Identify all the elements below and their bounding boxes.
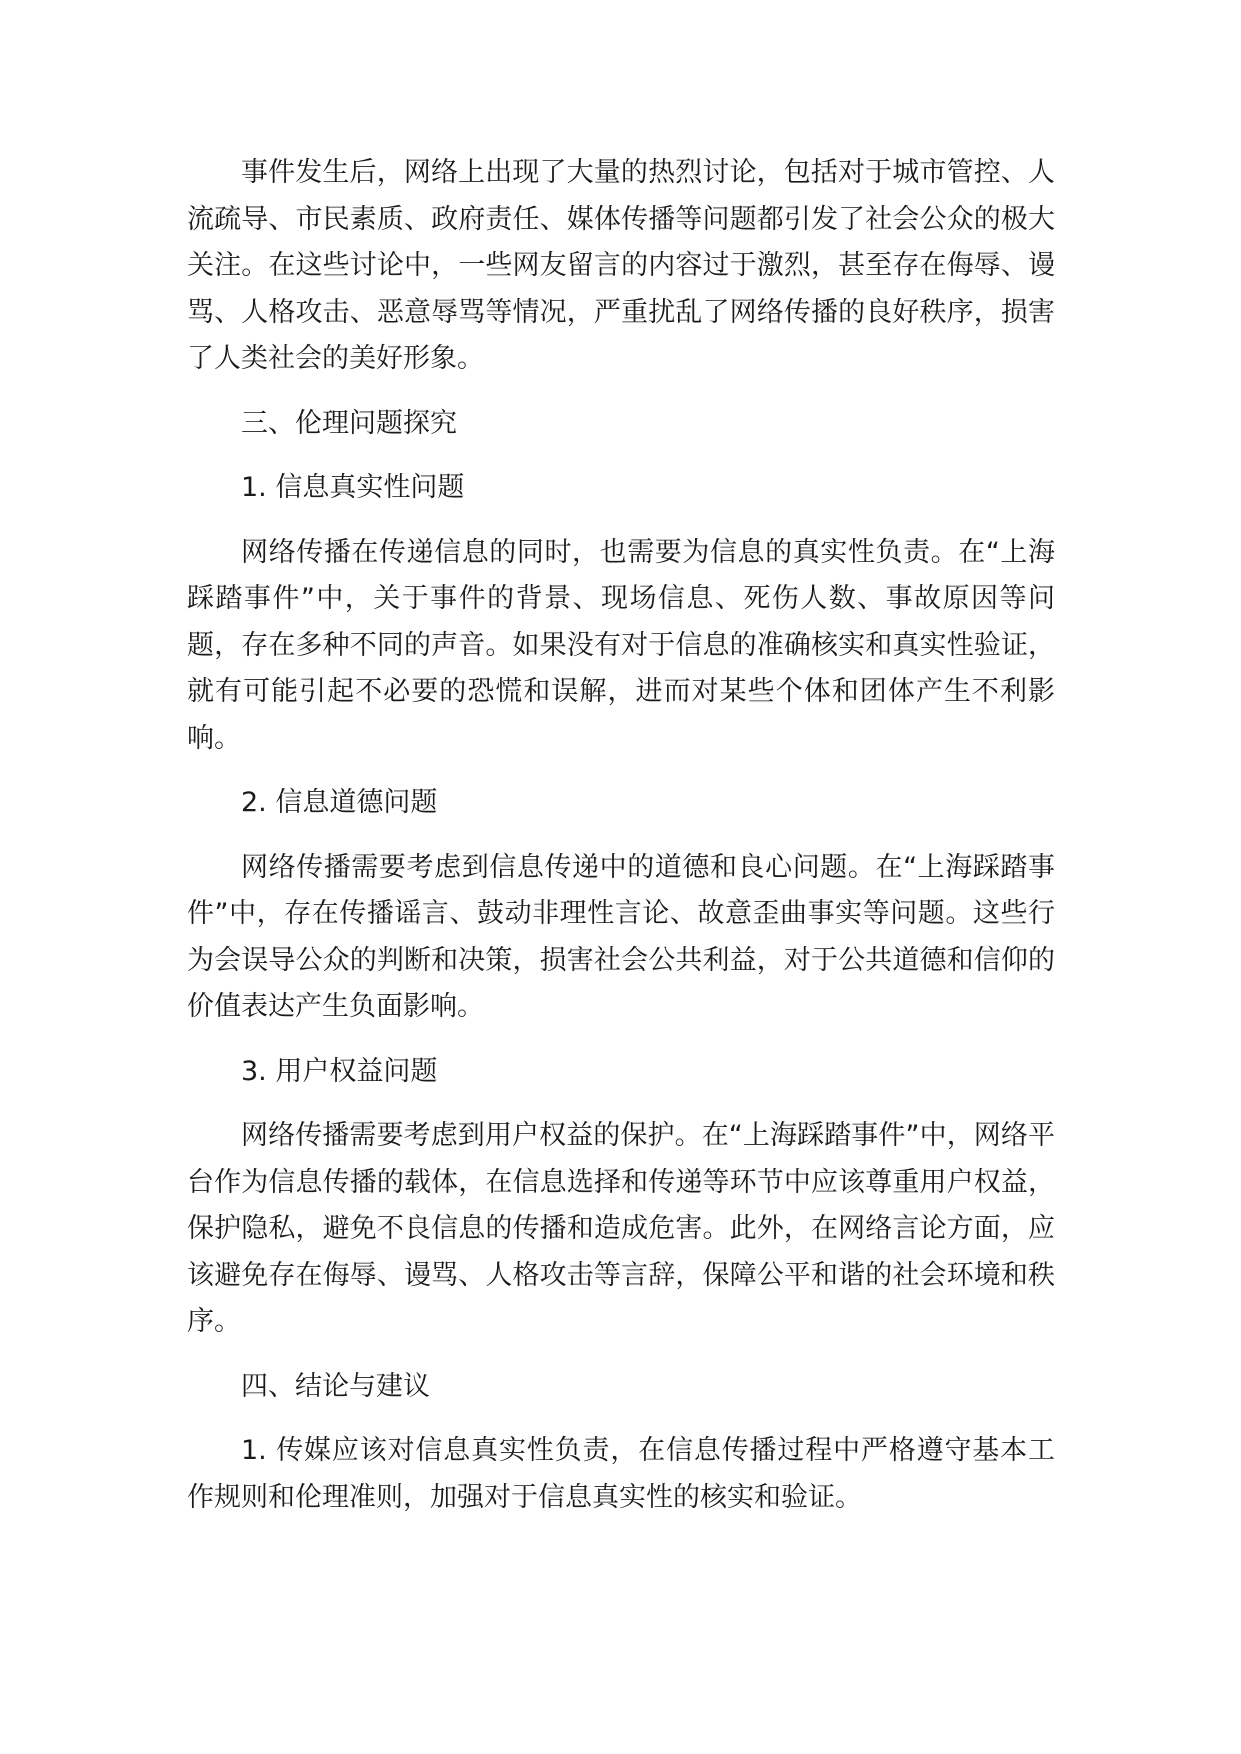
paragraph-truthfulness: 网络传播在传递信息的同时，也需要为信息的真实性负责。在“上海踩踏事件”中，关于事件的背景、现场信息、死伤人数、事故原因等问题，存在多种不同的声音。如果没有对于信息的准确核实和真实性验证，就有可能引起不必要的恐慌和误解，进而对某些个体和团体产生不利影响。 bbox=[187, 536, 1055, 754]
document-body bbox=[187, 150, 1055, 1539]
section-heading-conclusion: 四、结论与建议 bbox=[241, 1370, 430, 1402]
paragraph-discussion: 事件发生后，网络上出现了大量的热烈讨论，包括对于城市管控、人流疏导、市民素质、政府责任、媒体传播等问题都引发了社会公众的极大关注。在这些讨论中，一些网友留言的内容过于激烈，甚至存在侮辱、谩骂、人格攻击、恶意辱骂等情况，严重扰乱了网络传播的良好秩序，损害了人类社会的美好形象。 bbox=[187, 157, 1055, 374]
section-heading-ethics: 三、伦理问题探究 bbox=[241, 407, 457, 439]
subheading-morality: 2. 信息道德问题 bbox=[241, 787, 438, 818]
subheading-truthfulness: 1. 信息真实性问题 bbox=[241, 472, 465, 503]
subheading-user-rights: 3. 用户权益问题 bbox=[241, 1055, 438, 1087]
paragraph-conclusion-1: 1. 传媒应该对信息真实性负责，在信息传播过程中严格遵守基本工作规则和伦理准则，加强对于信息真实性的核实和验证。 bbox=[187, 1435, 1055, 1513]
paragraph-user-rights: 网络传播需要考虑到用户权益的保护。在“上海踩踏事件”中，网络平台作为信息传播的载体，在信息选择和传递等环节中应该尊重用户权益，保护隐私，避免不良信息的传播和造成危害。此外，在网络言论方面，应该避免存在侮辱、谩骂、人格攻击等言辞，保障公平和谐的社会环境和秩序。 bbox=[187, 1120, 1055, 1337]
paragraph-morality: 网络传播需要考虑到信息传递中的道德和良心问题。在“上海踩踏事件”中，存在传播谣言、鼓动非理性言论、故意歪曲事实等问题。这些行为会误导公众的判断和决策，损害社会公共利益，对于公共道德和信仰的价值表达产生负面影响。 bbox=[187, 851, 1055, 1022]
